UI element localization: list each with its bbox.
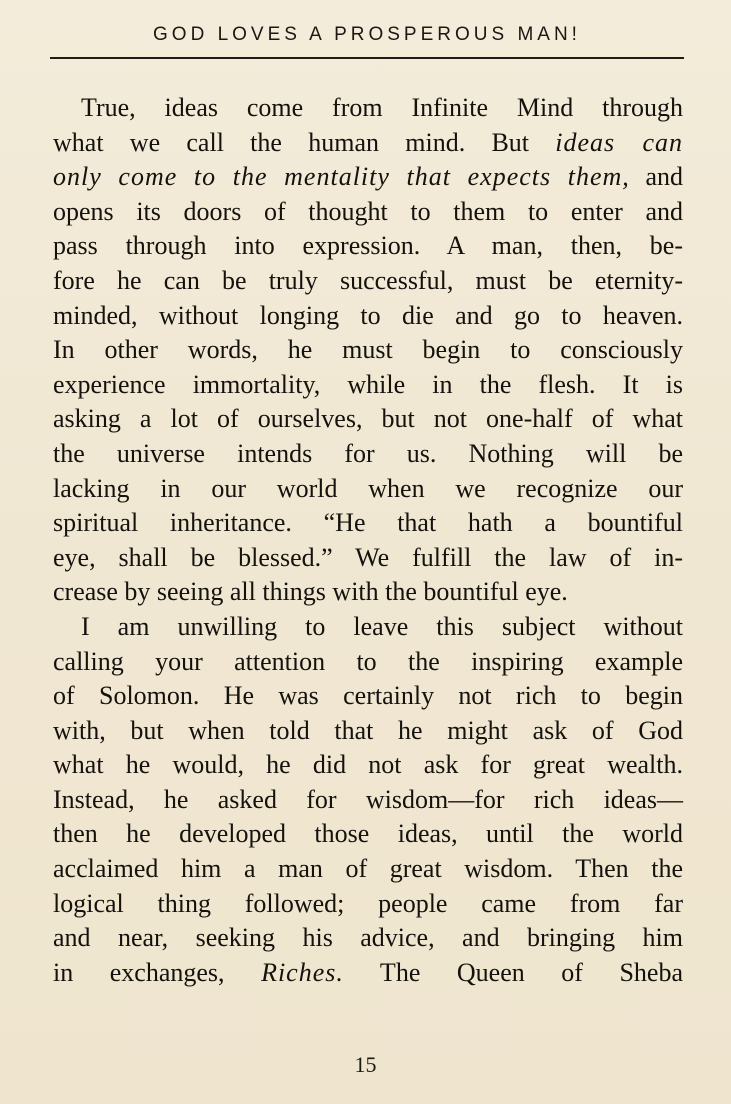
text-run: and bbox=[629, 162, 683, 192]
text-run: fore he can be truly successful, must be eternity- bbox=[53, 265, 683, 295]
text-line bbox=[53, 160, 683, 195]
text-run: lacking in our world when we recognize our bbox=[53, 473, 683, 503]
text-line bbox=[53, 91, 683, 126]
text-line bbox=[53, 299, 683, 334]
text-run: crease by seeing all things with the bountiful eye. bbox=[53, 577, 568, 607]
paragraph bbox=[53, 610, 683, 991]
text-line bbox=[53, 575, 683, 610]
text-line bbox=[53, 506, 683, 541]
text-run: The Queen of Sheba bbox=[343, 957, 683, 987]
paragraph bbox=[53, 91, 683, 610]
text-run: with, but when told that he might ask of God bbox=[53, 715, 683, 745]
running-head-title: GOD LOVES A PROSPEROUS MAN! bbox=[153, 24, 581, 45]
text-run: what he would, he did not ask for great wealth. bbox=[53, 750, 683, 780]
text-run: asking a lot of ourselves, but not one-half of what bbox=[53, 404, 683, 434]
text-line bbox=[53, 645, 683, 680]
text-line bbox=[53, 541, 683, 576]
text-run: spiritual inheritance. “He that hath a bountiful bbox=[53, 508, 683, 538]
text-run: and near, seeking his advice, and bringing him bbox=[53, 923, 683, 953]
text-line bbox=[53, 229, 683, 264]
text-line bbox=[53, 437, 683, 472]
text-line bbox=[53, 679, 683, 714]
text-run: acclaimed him a man of great wisdom. Then the bbox=[53, 854, 683, 884]
text-line bbox=[53, 126, 683, 161]
text-run: the universe intends for us. Nothing will be bbox=[53, 438, 683, 468]
text-run: ideas can bbox=[555, 127, 683, 157]
page-number: 15 bbox=[354, 1052, 377, 1077]
text-line bbox=[53, 610, 683, 645]
text-run: calling your attention to the inspiring example bbox=[53, 646, 683, 676]
text-run: what we call the human mind. But bbox=[53, 127, 556, 157]
text-line bbox=[53, 714, 683, 749]
text-run: then he developed those ideas, until the world bbox=[53, 819, 683, 849]
text-run: Riches. bbox=[261, 957, 344, 987]
text-run: in exchanges, bbox=[53, 957, 262, 987]
text-run: minded, without longing to die and go to heaven. bbox=[53, 300, 683, 330]
text-line bbox=[53, 748, 683, 783]
text-line bbox=[53, 887, 683, 922]
text-line bbox=[53, 195, 683, 230]
text-run: I am unwilling to leave this subject without bbox=[81, 611, 683, 641]
text-run: Instead, he asked for wisdom—for rich ideas— bbox=[53, 784, 683, 814]
text-run: logical thing followed; people came from far bbox=[53, 888, 683, 918]
text-line bbox=[53, 783, 683, 818]
text-run: only come to the mentality that expects them, bbox=[53, 162, 630, 192]
text-line bbox=[53, 817, 683, 852]
text-line bbox=[53, 333, 683, 368]
header-rule bbox=[50, 57, 684, 59]
text-line bbox=[53, 472, 683, 507]
text-run: opens its doors of thought to them to enter and bbox=[53, 196, 683, 226]
text-run: pass through into expression. A man, then, be- bbox=[53, 231, 683, 261]
text-line bbox=[53, 368, 683, 403]
body-text bbox=[53, 91, 683, 990]
text-run: In other words, he must begin to consciously bbox=[53, 335, 683, 365]
text-line bbox=[53, 921, 683, 956]
text-run: eye, shall be blessed.” We fulfill the law of in- bbox=[53, 542, 683, 572]
text-line bbox=[53, 264, 683, 299]
text-line bbox=[53, 852, 683, 887]
text-run: experience immortality, while in the flesh. It is bbox=[53, 369, 683, 399]
text-run: True, ideas come from Infinite Mind through bbox=[81, 93, 683, 122]
text-line bbox=[53, 956, 683, 991]
text-run: of Solomon. He was certainly not rich to begin bbox=[53, 681, 683, 711]
text-line bbox=[53, 402, 683, 437]
